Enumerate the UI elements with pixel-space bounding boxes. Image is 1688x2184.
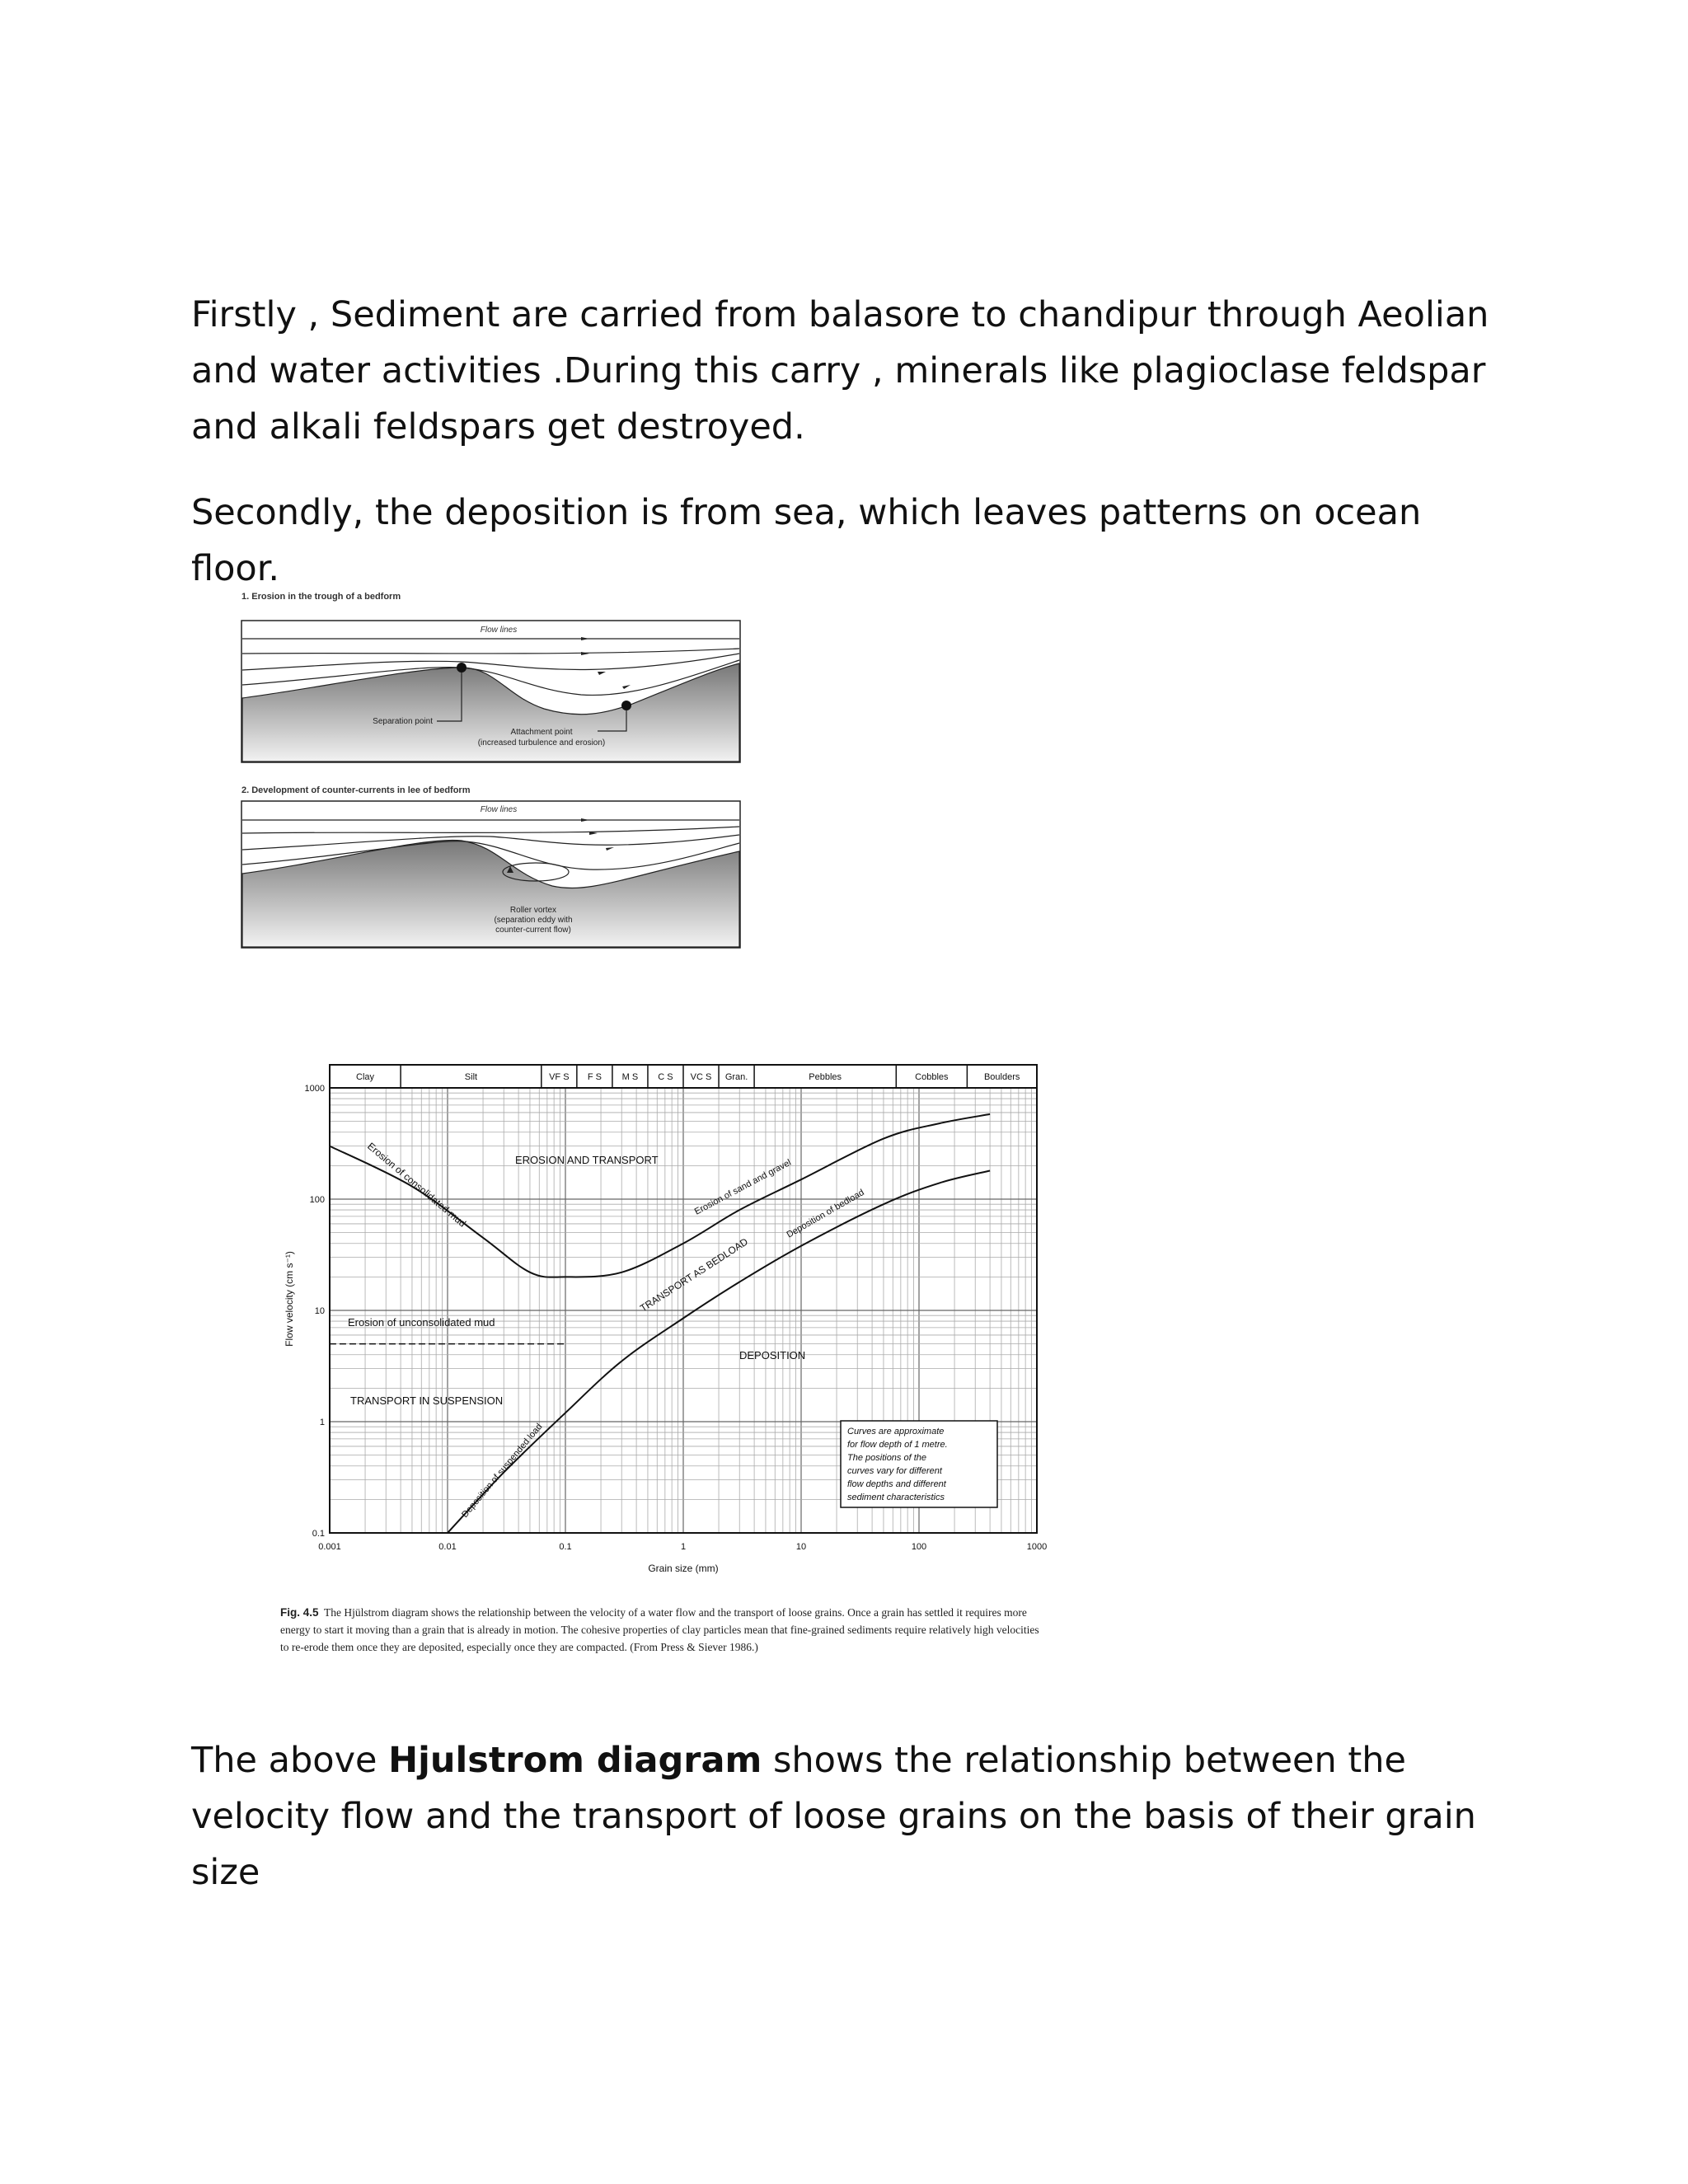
y-tick-label: 1 [319, 1418, 325, 1427]
grain-class-label: Gran. [724, 1072, 748, 1082]
attachment-point-marker [621, 701, 631, 710]
grain-class-label: F S [587, 1072, 602, 1082]
x-tick-label: 10 [795, 1542, 807, 1552]
annotation-deposition: DEPOSITION [739, 1349, 806, 1361]
grain-class-label: C S [658, 1072, 673, 1082]
chart-note-line: flow depths and different [847, 1479, 946, 1489]
paragraph-hjulstrom [191, 1732, 1510, 1900]
paragraph-sediment-transport: Firstly , Sediment are carried from balasore to chandipur through Aeolian and water activities .During this carry , minerals like plagioclase feldspar and alkali feldspars get destroyed. [191, 294, 1489, 448]
annotation-transport-bedload: TRANSPORT AS BEDLOAD [638, 1235, 750, 1315]
chart-note-line: The positions of the [847, 1453, 927, 1463]
hjulstrom-chart [280, 1040, 1055, 1592]
grain-class-label: Clay [356, 1072, 375, 1082]
y-tick-label: 10 [314, 1306, 325, 1316]
chart-note-line: curves vary for different [847, 1466, 942, 1476]
x-tick-label: 1 [680, 1542, 687, 1552]
annotation-erosion-unconsolidated: Erosion of unconsolidated mud [348, 1316, 495, 1329]
panel2-title: 2. Development of counter-currents in lee of bedform [241, 785, 471, 795]
y-axis-label: Flow velocity (cm s⁻¹) [284, 1251, 295, 1347]
y-tick-label: 0.1 [312, 1529, 325, 1539]
vortex-label-3: counter-current flow) [495, 926, 571, 935]
x-axis-label: Grain size (mm) [648, 1563, 719, 1574]
grain-class-bar [330, 1065, 1037, 1088]
vortex-label-2: (separation eddy with [494, 916, 573, 925]
annotation-transport-suspension: TRANSPORT IN SUSPENSION [350, 1394, 504, 1407]
chart-note-line: Curves are approximate [847, 1427, 945, 1436]
figure-caption [280, 1604, 1047, 1656]
attachment-point-note: (increased turbulence and erosion) [477, 738, 606, 748]
annotation-deposition-bedload: Deposition of bedload [785, 1187, 866, 1240]
x-tick-label: 0.1 [559, 1542, 572, 1552]
grain-class-label: Cobbles [915, 1072, 949, 1082]
panel2-flow-lines-label: Flow lines [480, 805, 518, 814]
caption-label: Fig. 4.5 [280, 1606, 319, 1619]
panel1-flow-lines-label: Flow lines [480, 626, 518, 635]
attachment-point-label: Attachment point [510, 728, 573, 737]
grain-class-label: VF S [549, 1072, 570, 1082]
x-tick-label: 0.01 [438, 1542, 457, 1552]
separation-point-marker [457, 663, 467, 673]
vortex-label-1: Roller vortex [509, 906, 557, 915]
chart-note-line: for flow depth of 1 metre. [847, 1440, 948, 1450]
x-tick-label: 0.001 [318, 1542, 341, 1552]
annotation-deposition-suspended: Deposition of suspended load [460, 1422, 545, 1520]
annotation-erosion-transport: EROSION AND TRANSPORT [515, 1154, 659, 1166]
hjulstrom-term: Hjulstrom diagram [388, 1740, 762, 1781]
paragraph-hjulstrom-end: shows the relationship between the velocity flow and the transport of loose grains on the basis of their grain size [191, 1740, 1476, 1893]
grain-class-label: VC S [690, 1072, 712, 1082]
grain-class-label: Pebbles [809, 1072, 842, 1082]
panel1-title: 1. Erosion in the trough of a bedform [241, 592, 401, 602]
chart-note-line: sediment characteristics [847, 1493, 945, 1502]
annotation-erosion-sand: Erosion of sand and gravel [692, 1157, 793, 1217]
grain-class-label: M S [621, 1072, 639, 1082]
grain-class-label: Silt [464, 1072, 478, 1082]
caption-text: The Hjülstrom diagram shows the relationship between the velocity of a water flow and the transport of loose grains. Once a grain has settled it requires more energy to start it moving than a grain that is already in motion. The cohesive properties of clay particles mean that fine-grained sediments require relatively high velocities to re-erode them once they are deposited, especially once they are compacted. (From Press & Siever 1986.) [280, 1606, 1039, 1653]
grain-class-label: Boulders [983, 1072, 1020, 1082]
y-tick-label: 100 [309, 1195, 325, 1205]
paragraph-hjulstrom-start: The above [191, 1740, 389, 1781]
y-tick-label: 1000 [304, 1084, 325, 1094]
x-tick-label: 100 [911, 1542, 927, 1552]
x-tick-label: 1000 [1026, 1542, 1048, 1552]
paragraph-deposition: Secondly, the deposition is from sea, which leaves patterns on ocean floor. [191, 492, 1422, 589]
separation-point-label: Separation point [373, 717, 433, 726]
annotation-erosion-consolidated: Erosion of consolidated mud [365, 1140, 469, 1230]
bedform-figure [235, 589, 746, 952]
